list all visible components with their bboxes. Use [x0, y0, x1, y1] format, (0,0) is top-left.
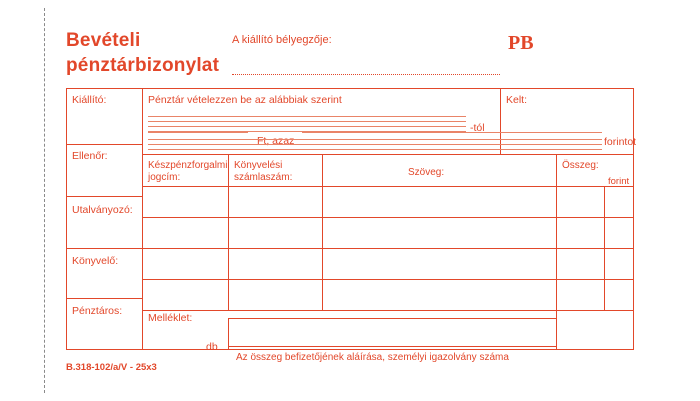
amount-rule-1[interactable]: [148, 116, 466, 117]
column-header-keszpenzforgalmi-line2: jogcím:: [148, 172, 181, 183]
top-section-separator: [142, 154, 634, 155]
words-rule-4[interactable]: [148, 149, 602, 150]
words-rule-3[interactable]: [148, 144, 602, 145]
db-label: db: [206, 341, 218, 353]
perforation-line: [44, 8, 45, 393]
footer-code: B.318-102/a/V - 25x3: [66, 362, 157, 373]
label-sep-4: [66, 298, 142, 299]
table-row[interactable]: [142, 217, 634, 248]
signature-box-bottom: [228, 346, 556, 347]
table-row[interactable]: [142, 279, 634, 310]
instruction-text: Pénztár vételezzen be az alábbiak szerint: [148, 94, 342, 106]
label-sep-1: [66, 144, 142, 145]
melleklet-label: Melléklet:: [148, 312, 193, 324]
pb-mark: PB: [508, 32, 534, 54]
label-utalvanyozo: Utalványozó:: [72, 204, 133, 216]
label-sep-3: [66, 248, 142, 249]
words-rule-1[interactable]: [302, 132, 602, 133]
words-rule-2[interactable]: [148, 139, 602, 140]
table-row[interactable]: [142, 186, 634, 217]
ft-azaz-label: Ft, azaz: [257, 135, 295, 147]
label-ellenor: Ellenőr:: [72, 150, 108, 162]
amount-rule-2[interactable]: [148, 121, 466, 122]
tol-label: -tól: [470, 122, 485, 134]
stamp-field[interactable]: [232, 62, 500, 75]
table-row[interactable]: [142, 248, 634, 279]
column-header-konyvelesi-line1: Könyvelési: [234, 160, 283, 171]
column-header-forint: forint: [608, 176, 630, 187]
title-line-1: Bevételi: [66, 30, 141, 51]
table-row-line-4: [142, 310, 634, 311]
label-sep-2: [66, 196, 142, 197]
kelt-label: Kelt:: [506, 94, 528, 106]
column-header-keszpenzforgalmi: [148, 160, 227, 184]
column-header-osszeg: Összeg:: [562, 160, 599, 171]
title-line-2: pénztárbizonylat: [66, 55, 220, 76]
signature-field[interactable]: [228, 318, 556, 346]
label-penztaros: Pénztáros:: [72, 305, 123, 317]
label-kiallito: Kiállító:: [72, 94, 107, 106]
stamp-label: A kiállító bélyegzője:: [232, 34, 332, 46]
amount-rule-3[interactable]: [148, 126, 466, 127]
azaz-rule-a[interactable]: [148, 132, 248, 133]
column-header-konyvelesi: [234, 160, 292, 184]
signature-note: Az összeg befizetőjének aláírása, személyi igazolvány száma: [236, 352, 509, 363]
column-header-szoveg: Szöveg:: [408, 167, 445, 178]
forintot-label: forintot: [604, 136, 637, 148]
column-header-konyvelesi-line2: számlaszám:: [234, 172, 293, 183]
label-konyvelo: Könyvelő:: [72, 255, 119, 267]
column-header-keszpenzforgalmi-line1: Készpénzforgalmi: [148, 160, 228, 171]
